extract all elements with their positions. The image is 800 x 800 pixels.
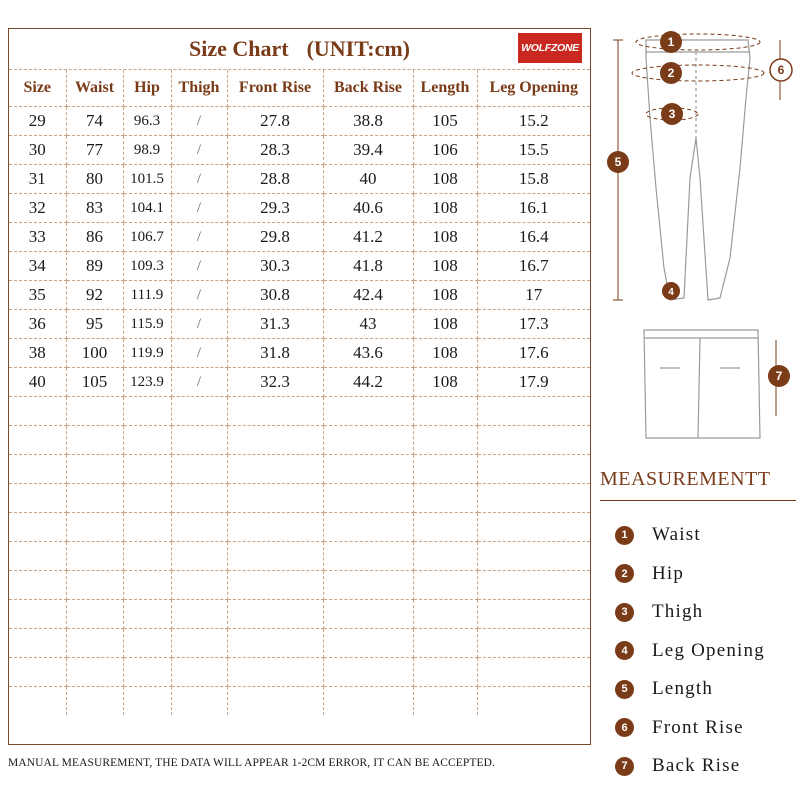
cell-back-rise: 40: [323, 165, 413, 194]
hip-measure-ellipse: [632, 65, 764, 81]
empty-cell: [66, 397, 123, 426]
empty-table-row: [9, 687, 590, 716]
empty-cell: [66, 629, 123, 658]
cell-waist: 105: [66, 368, 123, 397]
empty-cell: [171, 426, 227, 455]
empty-cell: [171, 542, 227, 571]
marker-1: [660, 31, 682, 53]
cell-waist: 77: [66, 136, 123, 165]
table-row: [9, 223, 590, 252]
svg-text:2: 2: [667, 66, 675, 80]
cell-back-rise: 44.2: [323, 368, 413, 397]
legend-label: Front Rise: [652, 716, 744, 738]
empty-cell: [413, 397, 477, 426]
empty-cell: [66, 687, 123, 716]
empty-cell: [171, 397, 227, 426]
marker-3: [661, 103, 683, 125]
empty-cell: [123, 571, 171, 600]
pants-illustration: [600, 18, 800, 448]
empty-cell: [323, 571, 413, 600]
empty-table-row: [9, 629, 590, 658]
empty-cell: [323, 397, 413, 426]
cell-waist: 74: [66, 107, 123, 136]
empty-cell: [413, 600, 477, 629]
cell-size: 31: [9, 165, 66, 194]
empty-cell: [9, 484, 66, 513]
header-hip: Hip: [123, 70, 171, 107]
cell-front-rise: 28.3: [227, 136, 323, 165]
marker-7: [768, 365, 790, 387]
cell-length: 108: [413, 194, 477, 223]
cell-hip: 101.5: [123, 165, 171, 194]
cell-leg-opening: 15.2: [477, 107, 590, 136]
empty-cell: [413, 513, 477, 542]
empty-cell: [413, 687, 477, 716]
legend-badge: 7: [615, 757, 634, 776]
empty-cell: [227, 629, 323, 658]
cell-leg-opening: 15.8: [477, 165, 590, 194]
empty-table-row: [9, 397, 590, 426]
cell-length: 108: [413, 310, 477, 339]
legend-label: Waist: [652, 524, 701, 546]
table-row: [9, 194, 590, 223]
cell-waist: 100: [66, 339, 123, 368]
empty-cell: [171, 513, 227, 542]
cell-leg-opening: 16.1: [477, 194, 590, 223]
cell-length: 108: [413, 281, 477, 310]
empty-table-row: [9, 455, 590, 484]
cell-back-rise: 40.6: [323, 194, 413, 223]
svg-text:3: 3: [668, 107, 676, 121]
cell-hip: 109.3: [123, 252, 171, 281]
pants-diagram: [600, 18, 800, 448]
empty-cell: [123, 658, 171, 687]
empty-cell: [123, 542, 171, 571]
legend-label: Hip: [652, 562, 685, 584]
empty-cell: [227, 397, 323, 426]
cell-thigh: /: [171, 310, 227, 339]
cell-front-rise: 31.8: [227, 339, 323, 368]
empty-cell: [227, 542, 323, 571]
marker-2: [660, 62, 682, 84]
legend-badge: 3: [615, 603, 634, 622]
empty-cell: [227, 455, 323, 484]
empty-cell: [171, 658, 227, 687]
cell-back-rise: 42.4: [323, 281, 413, 310]
empty-cell: [477, 629, 590, 658]
cell-thigh: /: [171, 165, 227, 194]
empty-cell: [477, 426, 590, 455]
cell-front-rise: 29.3: [227, 194, 323, 223]
empty-cell: [171, 629, 227, 658]
empty-cell: [171, 600, 227, 629]
empty-cell: [227, 658, 323, 687]
legend-item-front-rise: [615, 709, 800, 748]
cell-leg-opening: 17.3: [477, 310, 590, 339]
empty-cell: [477, 542, 590, 571]
cell-size: 29: [9, 107, 66, 136]
empty-cell: [227, 571, 323, 600]
cell-leg-opening: 15.5: [477, 136, 590, 165]
empty-cell: [413, 484, 477, 513]
cell-length: 108: [413, 368, 477, 397]
empty-cell: [123, 397, 171, 426]
cell-front-rise: 28.8: [227, 165, 323, 194]
empty-table-row: [9, 571, 590, 600]
legend-item-leg-opening: [615, 632, 800, 671]
cell-size: 33: [9, 223, 66, 252]
legend-badge: 1: [615, 526, 634, 545]
empty-cell: [477, 600, 590, 629]
marker-5: [607, 151, 629, 173]
cell-leg-opening: 16.4: [477, 223, 590, 252]
cell-waist: 86: [66, 223, 123, 252]
chart-title: [9, 29, 590, 70]
cell-length: 108: [413, 339, 477, 368]
cell-waist: 80: [66, 165, 123, 194]
table-row: [9, 165, 590, 194]
legend-label: Leg Opening: [652, 639, 765, 661]
empty-cell: [323, 426, 413, 455]
cell-size: 32: [9, 194, 66, 223]
cell-back-rise: 38.8: [323, 107, 413, 136]
cell-hip: 106.7: [123, 223, 171, 252]
cell-size: 35: [9, 281, 66, 310]
empty-cell: [9, 397, 66, 426]
empty-cell: [227, 513, 323, 542]
cell-thigh: /: [171, 136, 227, 165]
empty-cell: [227, 484, 323, 513]
table-row: [9, 107, 590, 136]
pants-back-outline: [644, 330, 760, 438]
table-header-row: [9, 70, 590, 107]
cell-thigh: /: [171, 194, 227, 223]
legend-item-hip: [615, 555, 800, 594]
header-thigh: Thigh: [171, 70, 227, 107]
marker-4: [662, 282, 680, 300]
empty-table-row: [9, 426, 590, 455]
cell-hip: 119.9: [123, 339, 171, 368]
empty-cell: [477, 484, 590, 513]
header-length: Length: [413, 70, 477, 107]
measurement-footnote: MANUAL MEASUREMENT, THE DATA WILL APPEAR 1-2CM ERROR, IT CAN BE ACCEPTED.: [8, 757, 496, 769]
cell-thigh: /: [171, 252, 227, 281]
pants-front-outline: [646, 40, 750, 300]
empty-cell: [66, 426, 123, 455]
empty-table-row: [9, 600, 590, 629]
cell-back-rise: 43: [323, 310, 413, 339]
cell-hip: 111.9: [123, 281, 171, 310]
cell-leg-opening: 17: [477, 281, 590, 310]
empty-cell: [9, 542, 66, 571]
size-table: [9, 70, 590, 715]
cell-length: 106: [413, 136, 477, 165]
cell-front-rise: 31.3: [227, 310, 323, 339]
svg-text:4: 4: [668, 287, 674, 298]
cell-waist: 89: [66, 252, 123, 281]
table-body: [9, 107, 590, 716]
cell-size: 38: [9, 339, 66, 368]
empty-cell: [9, 513, 66, 542]
empty-table-row: [9, 542, 590, 571]
cell-hip: 98.9: [123, 136, 171, 165]
legend-item-thigh: [615, 593, 800, 632]
svg-text:5: 5: [614, 155, 622, 169]
table-row: [9, 339, 590, 368]
cell-leg-opening: 17.6: [477, 339, 590, 368]
empty-cell: [66, 513, 123, 542]
empty-cell: [323, 600, 413, 629]
table-row: [9, 252, 590, 281]
cell-back-rise: 41.8: [323, 252, 413, 281]
measurement-divider: [600, 500, 796, 501]
cell-hip: 96.3: [123, 107, 171, 136]
empty-cell: [413, 629, 477, 658]
empty-cell: [323, 542, 413, 571]
empty-cell: [227, 600, 323, 629]
cell-size: 34: [9, 252, 66, 281]
cell-length: 108: [413, 165, 477, 194]
cell-size: 36: [9, 310, 66, 339]
size-chart: [8, 28, 591, 745]
cell-waist: 92: [66, 281, 123, 310]
empty-cell: [227, 426, 323, 455]
table-row: [9, 368, 590, 397]
empty-cell: [477, 397, 590, 426]
empty-cell: [123, 484, 171, 513]
cell-thigh: /: [171, 281, 227, 310]
brand-logo: WOLFZONE: [518, 33, 582, 63]
empty-cell: [477, 455, 590, 484]
cell-leg-opening: 17.9: [477, 368, 590, 397]
empty-cell: [413, 658, 477, 687]
cell-size: 30: [9, 136, 66, 165]
empty-cell: [413, 426, 477, 455]
legend-badge: 5: [615, 680, 634, 699]
empty-cell: [123, 629, 171, 658]
cell-size: 40: [9, 368, 66, 397]
empty-cell: [66, 484, 123, 513]
cell-length: 105: [413, 107, 477, 136]
marker-6: [770, 59, 792, 81]
cell-front-rise: 32.3: [227, 368, 323, 397]
cell-hip: 104.1: [123, 194, 171, 223]
empty-cell: [477, 658, 590, 687]
empty-cell: [171, 571, 227, 600]
cell-back-rise: 41.2: [323, 223, 413, 252]
legend-label: Thigh: [652, 601, 704, 623]
empty-cell: [66, 658, 123, 687]
empty-cell: [9, 629, 66, 658]
cell-length: 108: [413, 252, 477, 281]
measurement-title: MEASUREMENTT: [600, 468, 771, 490]
header-front-rise: Front Rise: [227, 70, 323, 107]
svg-text:6: 6: [777, 63, 785, 77]
cell-thigh: /: [171, 223, 227, 252]
cell-thigh: /: [171, 107, 227, 136]
cell-length: 108: [413, 223, 477, 252]
empty-cell: [66, 600, 123, 629]
legend-label: Back Rise: [652, 755, 741, 777]
header-waist: Waist: [66, 70, 123, 107]
legend-badge: 4: [615, 641, 634, 660]
empty-cell: [413, 455, 477, 484]
header-size: Size: [9, 70, 66, 107]
empty-cell: [323, 484, 413, 513]
empty-cell: [123, 513, 171, 542]
empty-cell: [477, 571, 590, 600]
table-row: [9, 281, 590, 310]
empty-cell: [66, 542, 123, 571]
legend-item-back-rise: [615, 747, 800, 786]
legend-label: Length: [652, 678, 714, 700]
cell-back-rise: 39.4: [323, 136, 413, 165]
cell-thigh: /: [171, 339, 227, 368]
empty-cell: [323, 687, 413, 716]
empty-cell: [323, 455, 413, 484]
empty-cell: [9, 600, 66, 629]
empty-cell: [9, 687, 66, 716]
header-back-rise: Back Rise: [323, 70, 413, 107]
empty-cell: [123, 426, 171, 455]
empty-cell: [227, 687, 323, 716]
chart-unit: (UNIT:cm): [306, 36, 411, 61]
cell-leg-opening: 16.7: [477, 252, 590, 281]
measurement-legend: [615, 516, 800, 786]
back-seam-line: [698, 338, 700, 438]
empty-cell: [171, 484, 227, 513]
cell-front-rise: 30.3: [227, 252, 323, 281]
empty-table-row: [9, 658, 590, 687]
cell-thigh: /: [171, 368, 227, 397]
empty-cell: [171, 687, 227, 716]
legend-badge: 2: [615, 564, 634, 583]
empty-cell: [66, 571, 123, 600]
empty-cell: [66, 455, 123, 484]
legend-badge: 6: [615, 718, 634, 737]
header-leg-opening: Leg Opening: [477, 70, 590, 107]
cell-hip: 115.9: [123, 310, 171, 339]
empty-table-row: [9, 513, 590, 542]
empty-cell: [323, 513, 413, 542]
empty-cell: [477, 513, 590, 542]
empty-cell: [123, 455, 171, 484]
empty-cell: [413, 542, 477, 571]
cell-waist: 83: [66, 194, 123, 223]
cell-hip: 123.9: [123, 368, 171, 397]
empty-cell: [323, 658, 413, 687]
empty-cell: [477, 687, 590, 716]
legend-item-waist: [615, 516, 800, 555]
cell-front-rise: 27.8: [227, 107, 323, 136]
cell-front-rise: 30.8: [227, 281, 323, 310]
svg-text:1: 1: [667, 35, 675, 49]
cell-waist: 95: [66, 310, 123, 339]
cell-back-rise: 43.6: [323, 339, 413, 368]
cell-front-rise: 29.8: [227, 223, 323, 252]
empty-cell: [9, 658, 66, 687]
table-row: [9, 136, 590, 165]
empty-cell: [9, 426, 66, 455]
empty-cell: [123, 687, 171, 716]
legend-item-length: [615, 670, 800, 709]
chart-title-text: Size Chart: [188, 36, 289, 61]
empty-cell: [123, 600, 171, 629]
empty-table-row: [9, 484, 590, 513]
empty-cell: [9, 571, 66, 600]
empty-cell: [9, 455, 66, 484]
empty-cell: [323, 629, 413, 658]
waist-measure-ellipse: [636, 34, 760, 50]
empty-cell: [171, 455, 227, 484]
table-row: [9, 310, 590, 339]
svg-text:7: 7: [775, 369, 783, 383]
empty-cell: [413, 571, 477, 600]
